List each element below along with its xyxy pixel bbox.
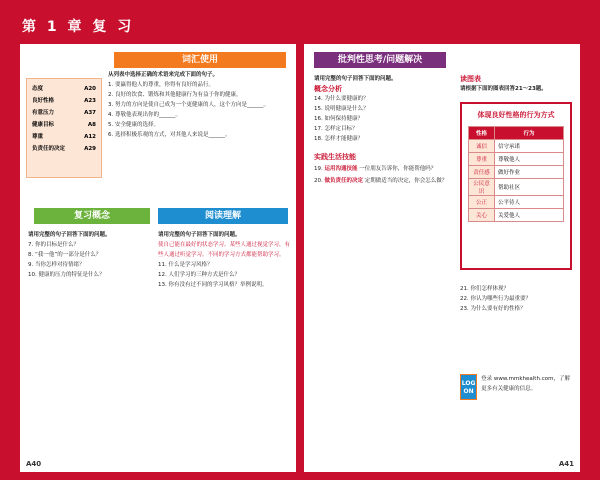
vocab-term: 健康目标 A8	[32, 122, 96, 128]
chapter-header	[0, 0, 600, 44]
review-banner: 复习概念	[34, 208, 150, 224]
logon-badge-icon: LOG ON	[460, 374, 477, 400]
vocab-banner: 词汇使用	[114, 52, 286, 68]
chart-section: 读图表 请根据下面的图表回答21～23题。	[460, 75, 547, 92]
critical-questions: 请用完整的句子回答下面的问题。 概念分析 14. 为什么要健康的？ 15. 说明健康是什么？ 16. 如何保持健康？ 17. 怎样定目标？ 18. 怎样才能健康？ 实践生活技能 19. 运用沟通技能 一位朋友告诉你，你能帮他吗？ 20. 做负责任的决定 定期做适当的决定，你会怎么做？	[314, 74, 450, 186]
vocab-term-list	[26, 78, 102, 178]
table-row: 责任感 做好作业	[469, 166, 564, 179]
critical-thinking-banner: 批判性思考/问题解决	[314, 52, 446, 68]
vocab-term: 态度 A20	[32, 86, 96, 92]
practice-item: 19. 运用沟通技能 一位朋友告诉你，你能帮他吗？	[314, 166, 437, 172]
chart-questions: 21. 你们怎样体现？ 22. 你认为哪些行为最重要？ 23. 为什么要有好的性格？	[460, 286, 531, 312]
logon-text: 登录 www.mmkhealth.com，了解更多有关健康的信息。	[481, 376, 570, 392]
page-number: A40	[26, 460, 42, 468]
left-page	[20, 44, 296, 472]
chapter-title: 第 1 章 复 习	[22, 19, 135, 35]
table-row: 公正 公平待人	[469, 196, 564, 209]
character-table: 体现良好性格的行为方式 性格 行为 诚信 信守承诺 尊重 尊敬他人 责任感 做好作业 公民意识 帮助社区 公正 公平待人 关心 关爱他人	[460, 102, 572, 270]
vocab-term: 良好性格 A23	[32, 98, 96, 104]
vocab-term: 负责任的决定 A29	[32, 146, 96, 152]
practice-item: 20. 做负责任的决定 定期做适当的决定，你会怎么做？	[314, 178, 448, 184]
table-row: 公民意识 帮助社区	[469, 179, 564, 196]
right-page	[304, 44, 580, 472]
behavior-table: 性格 行为 诚信 信守承诺 尊重 尊敬他人 责任感 做好作业 公民意识 帮助社区 公正 公平待人 关心 关爱他人	[468, 126, 564, 222]
reading-questions: 请用完整的句子回答下面的问题。 使自己能在最好的状态学习。某些人通过视觉学习，有些人通过听觉学习。不同的学习方式都能帮助学习。 11. 什么是学习风格？ 12. 人们学习的三种方式是什么？ 13. 你有没有过不同的学习风格？举例说明。	[158, 232, 291, 288]
table-row: 诚信 信守承诺	[469, 140, 564, 153]
vocab-term: 尊重 A12	[32, 134, 96, 140]
page-number: A41	[558, 460, 574, 468]
logon-callout[interactable]	[460, 374, 572, 410]
table-row: 关心 关爱他人	[469, 209, 564, 222]
reading-banner: 阅读理解	[158, 208, 288, 224]
review-questions: 请用完整的句子回答下面的问题。 7. 你的目标是什么？ 8. “我一他”的一部分是什么？ 9. 当你怎样对待情绪？ 10. 健康的压力的特征是什么？	[28, 232, 111, 278]
vocab-term: 有意压力 A37	[32, 110, 96, 116]
table-row: 尊重 尊敬他人	[469, 153, 564, 166]
vocab-questions: 从列表中选择正确的术语来完成下面的句子。 1. 要赢得他人的尊重，你得有良好的品行。 2. 良好的饮食、锻炼和其他健康行为有益于你的健康。 3. 努力的方向是使自己成为一个更健康的人，这个方向是______。 4. 尊敬他表现出你的______。 5. 安全健康的选择。 6. 选择积极乐观的方式，对其他人来说是______。	[108, 72, 269, 138]
